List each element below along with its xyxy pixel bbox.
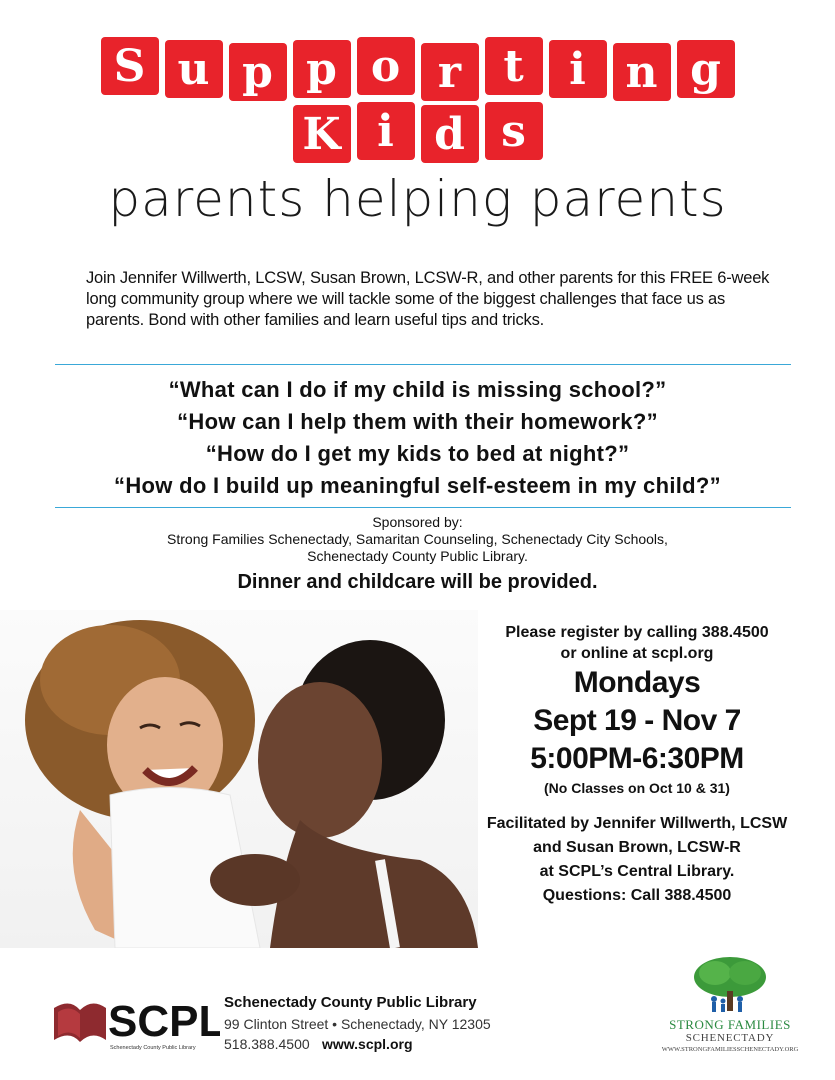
register-line: Please register by calling 388.4500 (505, 624, 769, 641)
question-item: “How can I help them with their homework?” (177, 409, 658, 434)
no-classes-note: (No Classes on Oct 10 & 31) (544, 780, 730, 796)
title-line-supporting (0, 40, 835, 98)
title-tile: n (613, 43, 671, 101)
book-icon (50, 990, 220, 1052)
divider-top (55, 364, 791, 365)
title-tile: u (165, 40, 223, 98)
facilitator-block (462, 812, 812, 908)
sponsor-heading: Sponsored by: (372, 514, 463, 530)
library-website-link[interactable]: www.scpl.org (322, 1036, 413, 1052)
facilitator-line: Questions: Call 388.4500 (542, 887, 732, 904)
scpl-logo-small: Schenectady County Public Library (110, 1045, 196, 1051)
sponsor-line: Schenectady County Public Library. (307, 548, 528, 564)
event-day: Mondays (573, 666, 701, 699)
event-dates: Sept 19 - Nov 7 (533, 704, 741, 737)
strong-families-city: SCHENECTADY (685, 1032, 775, 1044)
title-tile: d (421, 105, 479, 163)
scpl-logo (50, 990, 220, 1052)
strong-families-url[interactable]: WWW.STRONGFAMILIESSCHENECTADY.ORG (661, 1046, 799, 1053)
dinner-note: Dinner and childcare will be provided. (237, 571, 598, 593)
question-item: “How do I get my kids to bed at night?” (205, 441, 630, 466)
mother-daughter-photo (0, 610, 478, 948)
event-time: 5:00PM-6:30PM (530, 742, 744, 775)
title-tile: t (485, 37, 543, 95)
library-name: Schenectady County Public Library (224, 994, 477, 1011)
library-address: 99 Clinton Street • Schenectady, NY 12305 (224, 1016, 491, 1032)
strong-families-name: STRONG FAMILIES (669, 1017, 791, 1032)
photo-illustration (0, 610, 478, 948)
title-tile: i (549, 40, 607, 98)
question-item: “What can I do if my child is missing school?” (168, 377, 667, 402)
facilitator-line: and Susan Brown, LCSW-R (533, 839, 741, 856)
event-details (462, 622, 812, 908)
title-tile: p (229, 43, 287, 101)
title-tile: r (421, 43, 479, 101)
sponsor-line: Strong Families Schenectady, Samaritan Counseling, Schenectady City Schools, (167, 531, 668, 547)
title-tile: S (101, 37, 159, 95)
tree-icon (690, 955, 770, 1017)
strong-families-logo (690, 955, 770, 1017)
intro-paragraph: Join Jennifer Willwerth, LCSW, Susan Brown, LCSW-R, and other parents for this FREE 6-week long community group where we will tackle some of the biggest challenges that face us as parents. Bond with other families and learn useful tips and tricks. (86, 269, 770, 329)
register-line: or online at scpl.org (560, 645, 714, 662)
divider-bottom (55, 507, 791, 508)
question-item: “How do I build up meaningful self-esteem in my child?” (114, 473, 721, 498)
scpl-logo-text: SCPL (108, 997, 220, 1046)
sponsor-block (0, 514, 835, 565)
facilitator-line: Facilitated by Jennifer Willwerth, LCSW (486, 815, 788, 832)
title-tile: o (357, 37, 415, 95)
title-tile: g (677, 40, 735, 98)
title-tile: K (293, 105, 351, 163)
title-line-kids (0, 105, 835, 163)
title-tile: p (293, 40, 351, 98)
facilitator-line: at SCPL’s Central Library. (539, 863, 735, 880)
library-phone: 518.388.4500 (224, 1036, 310, 1052)
title-tile: i (357, 102, 415, 160)
subtitle: parents helping parents (108, 170, 727, 228)
questions-list (0, 374, 835, 502)
title-tile: s (485, 102, 543, 160)
